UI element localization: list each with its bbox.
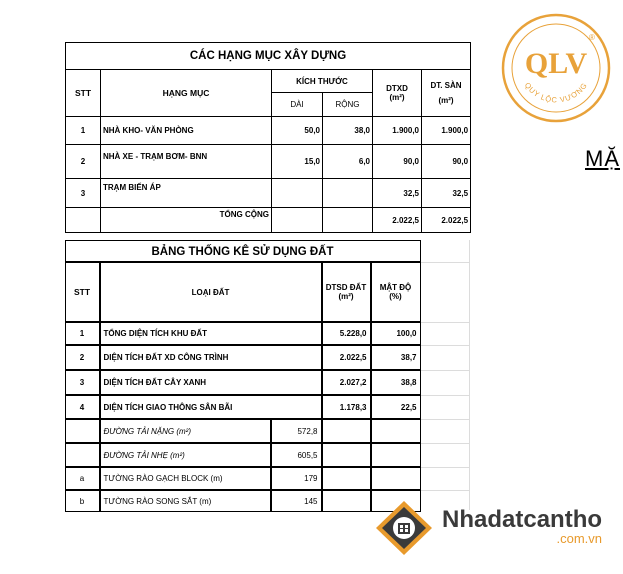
row-empty [322,490,371,512]
row-sub-value: 605,5 [271,443,322,467]
row-dt-san: 32,5 [422,179,471,208]
grid-line [421,467,469,468]
table-row [66,179,471,208]
logo-initials: QLV [524,47,588,80]
row-stt: 4 [65,395,100,419]
header-mat-do-unit: (%) [389,292,402,301]
row-loai-dat: DIỆN TÍCH GIAO THÔNG SÂN BÃI [100,395,322,419]
construction-items-table [65,42,471,233]
header-mat-do-label: MẬT ĐỘ [379,283,412,292]
total-dt-san: 2.022,5 [422,208,471,233]
row-dai: 50,0 [272,117,323,145]
total-empty [323,208,373,233]
svg-text:QUY LỘC VƯƠNG [523,81,590,105]
row-stt-empty [65,419,100,443]
row-empty [371,443,421,467]
logo-tagline: QUY LỘC VƯƠNG [522,80,590,105]
land-use-table-body [65,240,421,512]
row-empty [322,443,371,467]
row-mat-do: 100,0 [371,322,421,345]
row-dt-san: 90,0 [422,145,471,179]
table2-title: BẢNG THỐNG KÊ SỬ DỤNG ĐẤT [65,240,421,262]
table1-title: CÁC HẠNG MỤC XÂY DỰNG [66,43,471,70]
header-dt-san [422,70,471,117]
header-dtsd-label: DTSD ĐẤT [325,283,367,292]
row-loai-dat: DIỆN TÍCH ĐẤT CÂY XANH [100,370,322,395]
row-dt-san: 1.900,0 [422,117,471,145]
row-stt: 2 [66,145,101,179]
row-sub-label: ĐƯỜNG TẢI NẶNG (m²) [100,419,271,443]
row-stt: 2 [65,345,100,370]
row-mat-do: 22,5 [371,395,421,419]
header-loai-dat: LOẠI ĐẤT [100,262,322,322]
row-hang-muc: NHÀ KHO- VĂN PHÒNG [101,117,272,145]
row-stt: 3 [65,370,100,395]
row-dtsd: 2.022,5 [322,345,371,370]
header-hang-muc: HẠNG MỤC [101,70,272,117]
row-fence-value: 145 [271,490,322,512]
row-mat-do: 38,8 [371,370,421,395]
header-mat-do [371,262,421,322]
header-dtxd [373,70,422,117]
header-dt-san-unit: (m²) [438,96,454,105]
row-hang-muc: TRẠM BIẾN ÁP [101,179,272,208]
row-dai [272,179,323,208]
total-empty [66,208,101,233]
grid-line [421,345,469,346]
header-dtsd-unit: (m²) [338,292,354,301]
watermark-domain: .com.vn [556,531,602,546]
total-dtxd: 2.022,5 [373,208,422,233]
row-dtxd: 1.900,0 [373,117,422,145]
nhadatcantho-watermark [374,497,614,559]
row-loai-dat: TỔNG DIỆN TÍCH KHU ĐẤT [100,322,322,345]
header-dtxd-unit: (m²) [389,93,405,102]
grid-line [421,322,469,323]
row-stt: 1 [66,117,101,145]
row-loai-dat: DIỆN TÍCH ĐẤT XD CÔNG TRÌNH [100,345,322,370]
grid-line [469,240,470,510]
row-empty [371,419,421,443]
row-dtsd: 5.228,0 [322,322,371,345]
row-fence-label: TƯỜNG RÀO GẠCH BLOCK (m) [100,467,271,490]
row-rong [323,179,373,208]
header-kich-thuoc: KÍCH THƯỚC [272,70,373,93]
grid-line [421,395,469,396]
row-dtxd: 90,0 [373,145,422,179]
grid-line [421,262,469,263]
row-stt-empty [65,443,100,467]
row-empty [371,467,421,490]
row-rong: 38,0 [323,117,373,145]
logo-registered: ® [589,33,595,42]
grid-line [421,419,469,420]
row-mat-do: 38,7 [371,345,421,370]
header-rong: RỘNG [323,93,373,117]
header-dtsd [322,262,371,322]
row-stt: a [65,467,100,490]
header-dtxd-label: DTXD [386,84,408,93]
row-stt: 1 [65,322,100,345]
house-diamond-icon [376,501,432,555]
row-empty [322,467,371,490]
row-dtsd: 1.178,3 [322,395,371,419]
table-row [66,145,471,179]
row-fence-value: 179 [271,467,322,490]
row-stt: 3 [66,179,101,208]
header-stt: STT [65,262,100,322]
header-stt: STT [66,70,101,117]
grid-line [421,370,469,371]
row-dai: 15,0 [272,145,323,179]
total-label: TỔNG CỘNG [101,208,272,233]
watermark-brand: Nhadatcantho [442,506,603,533]
row-sub-value: 572,8 [271,419,322,443]
row-empty [322,419,371,443]
row-stt: b [65,490,100,512]
header-dai: DÀI [272,93,323,117]
row-rong: 6,0 [323,145,373,179]
row-dtxd: 32,5 [373,179,422,208]
total-empty [272,208,323,233]
qlv-logo [500,12,612,124]
side-label: MẶ [585,146,620,171]
row-dtsd: 2.027,2 [322,370,371,395]
row-sub-label: ĐƯỜNG TẢI NHẸ (m²) [100,443,271,467]
header-dt-san-label: DT. SÀN [430,81,462,90]
grid-line [421,443,469,444]
total-row [66,208,471,233]
row-fence-label: TƯỜNG RÀO SONG SẮT (m) [100,490,271,512]
table-row [66,117,471,145]
row-hang-muc: NHÀ XE - TRẠM BƠM- BNN [101,145,272,179]
grid-line [421,490,469,491]
